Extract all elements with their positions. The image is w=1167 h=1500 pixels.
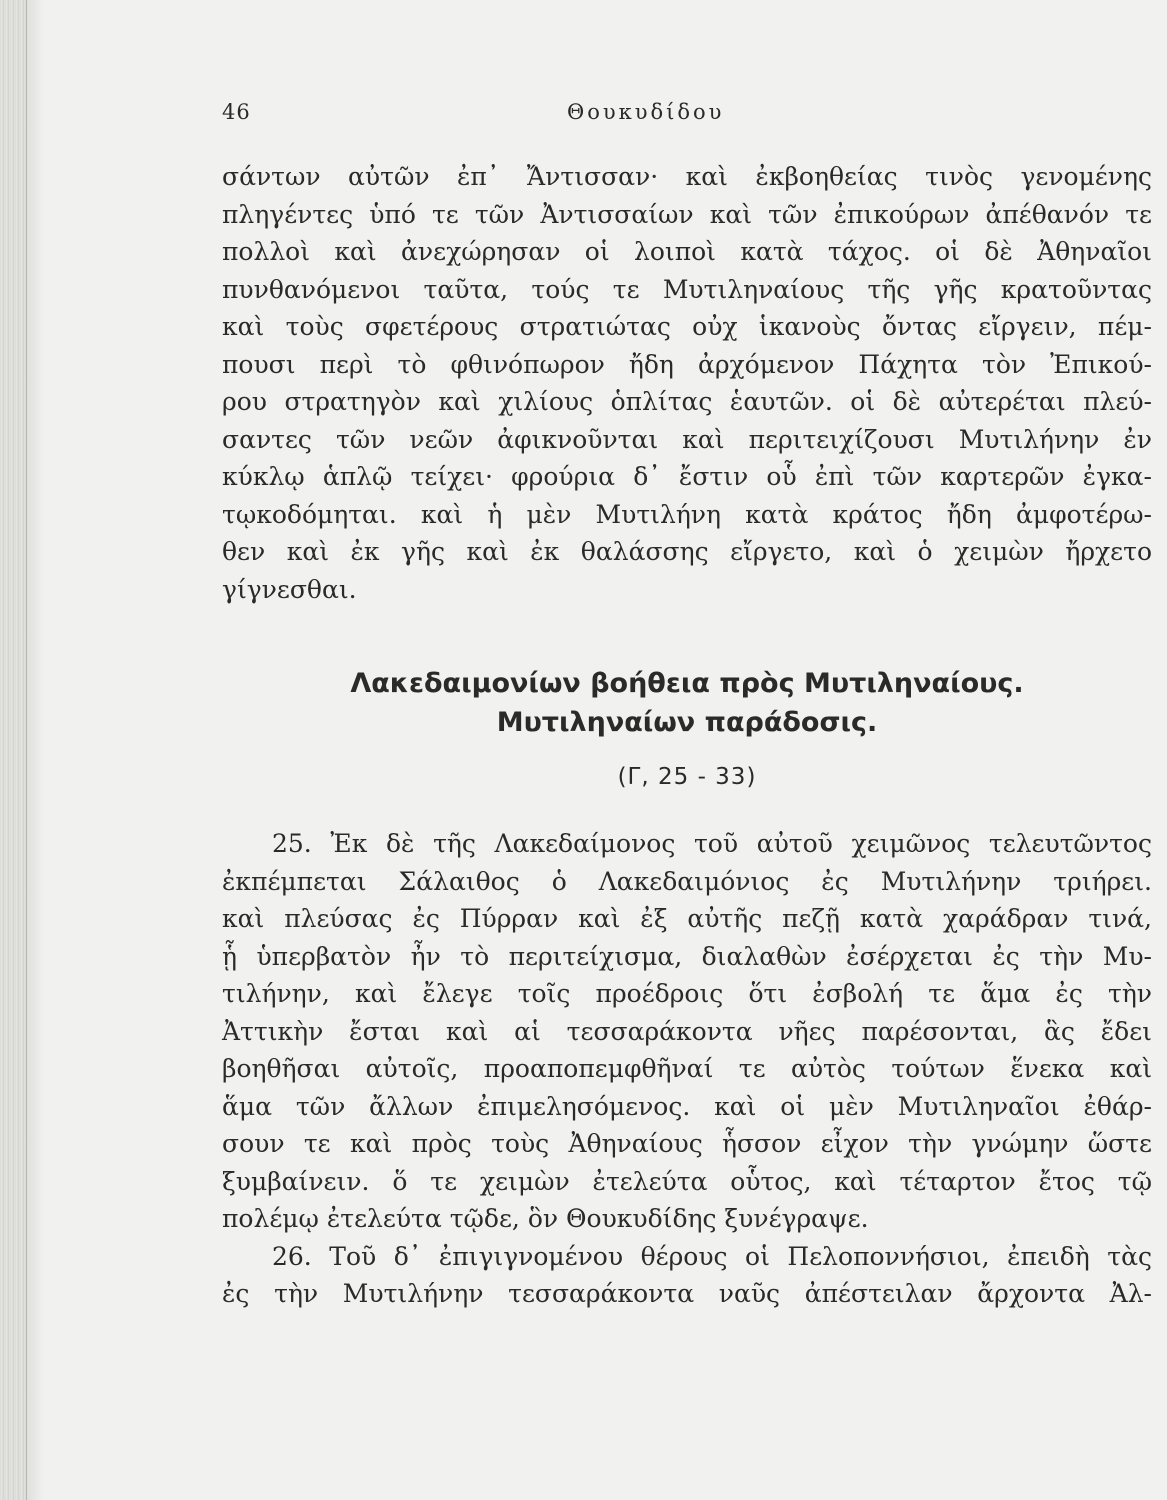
text-line: πολέμῳ ἐτελεύτα τῷδε, ὃν Θουκυδίδης ξυνέγραψε. <box>222 1204 869 1233</box>
text-line: 26. Τοῦ δ᾽ ἐπιγιγνομένου θέρους οἱ Πελοποννήσιοι, ἐπειδὴ τὰς <box>272 1241 1152 1271</box>
page-header <box>222 100 1152 134</box>
text-line: ᾗ ὑπερβατὸν ἦν τὸ περιτείχισμα, διαλαθὼν ἐσέρχεται ἐς τὴν Μυ- <box>222 941 1152 971</box>
text-line: ἅμα τῶν ἄλλων ἐπιμελησόμενος. καὶ οἱ μὲν Μυτιληναῖοι ἐθάρ- <box>222 1091 1152 1121</box>
text-block-chapters-25-26 <box>222 825 1152 1313</box>
text-line: τῳκοδόμηται. καὶ ἡ μὲν Μυτιλήνη κατὰ κράτος ἤδη ἀμφοτέρω- <box>222 499 1152 529</box>
book-page-edges <box>0 0 27 1500</box>
text-line: ἐς τὴν Μυτιλήνην τεσσαράκοντα ναῦς ἀπέστειλαν ἄρχοντα Ἀλ- <box>222 1279 1152 1308</box>
text-line: πουσι περὶ τὸ φθινόπωρον ἤδη ἀρχόμενον Πάχητα τὸν Ἐπικού- <box>222 349 1152 379</box>
text-line: σαντες τῶν νεῶν ἀφικνοῦνται καὶ περιτειχίζουσι Μυτιλήνην ἐν <box>222 424 1152 454</box>
text-line: Ἀττικὴν ἔσται καὶ αἱ τεσσαράκοντα νῆες παρέσονται, ἃς ἔδει <box>222 1016 1152 1046</box>
page-number: 46 <box>222 100 251 124</box>
text-line: θεν καὶ ἐκ γῆς καὶ ἐκ θαλάσσης εἴργετο, καὶ ὁ χειμὼν ἤρχετο <box>222 537 1152 566</box>
section-reference: (Γ, 25 - 33) <box>617 764 757 790</box>
text-line: ξυμβαίνειν. ὅ τε χειμὼν ἐτελεύτα οὗτος, καὶ τέταρτον ἔτος τῷ <box>222 1166 1152 1196</box>
text-line: καὶ πλεύσας ἐς Πύρραν καὶ ἐξ αὐτῆς πεζῇ κατὰ χαράδραν τινά, <box>222 904 1152 933</box>
text-line: πυνθανόμενοι ταῦτα, τούς τε Μυτιληναίους τῆς γῆς κρατοῦντας <box>222 274 1152 304</box>
text-line: τιλήνην, καὶ ἔλεγε τοῖς προέδροις ὅτι ἐσβολή τε ἅμα ἐς τὴν <box>222 979 1152 1008</box>
text-line: κύκλῳ ἁπλῷ τείχει· φρούρια δ᾽ ἔστιν οὗ ἐπὶ τῶν καρτερῶν ἐγκα- <box>222 462 1152 491</box>
text-line: ἐκπέμπεται Σάλαιθος ὁ Λακεδαιμόνιος ἐς Μυτιλήνην τριήρει. <box>222 866 1152 896</box>
running-title: Θουκυδίδου <box>567 100 725 124</box>
text-line: πληγέντες ὑπό τε τῶν Ἀντισσαίων καὶ τῶν ἐπικούρων ἀπέθανόν τε <box>222 199 1152 229</box>
section-heading-line-1: Λακεδαιμονίων βοήθεια πρὸς Μυτιληναίους. <box>350 668 1024 699</box>
text-line: βοηθῆσαι αὐτοῖς, προαποπεμφθῆναί τε αὐτὸς τούτων ἕνεκα καὶ <box>222 1054 1152 1083</box>
gutter-shadow <box>26 0 44 1500</box>
text-block-continuation <box>222 158 1152 608</box>
text-line: καὶ τοὺς σφετέρους στρατιώτας οὐχ ἱκανοὺς ὄντας εἴργειν, πέμ- <box>222 312 1152 341</box>
text-line: σάντων αὐτῶν ἐπ᾽ Ἄντισσαν· καὶ ἐκβοηθείας τινὸς γενομένης <box>222 162 1152 191</box>
text-line: 25. Ἐκ δὲ τῆς Λακεδαίμονος τοῦ αὐτοῦ χειμῶνος τελευτῶντος <box>272 829 1152 858</box>
text-line: γίγνεσθαι. <box>222 574 357 604</box>
text-line: ρου στρατηγὸν καὶ χιλίους ὁπλίτας ἑαυτῶν. οἱ δὲ αὐτερέται πλεύ- <box>222 387 1152 416</box>
section-heading-line-2: Μυτιληναίων παράδοσις. <box>496 707 878 738</box>
text-line: σουν τε καὶ πρὸς τοὺς Ἀθηναίους ἧσσον εἶχον τὴν γνώμην ὥστε <box>222 1129 1152 1158</box>
text-line: πολλοὶ καὶ ἀνεχώρησαν οἱ λοιποὶ κατὰ τάχος. οἱ δὲ Ἀθηναῖοι <box>222 237 1152 266</box>
